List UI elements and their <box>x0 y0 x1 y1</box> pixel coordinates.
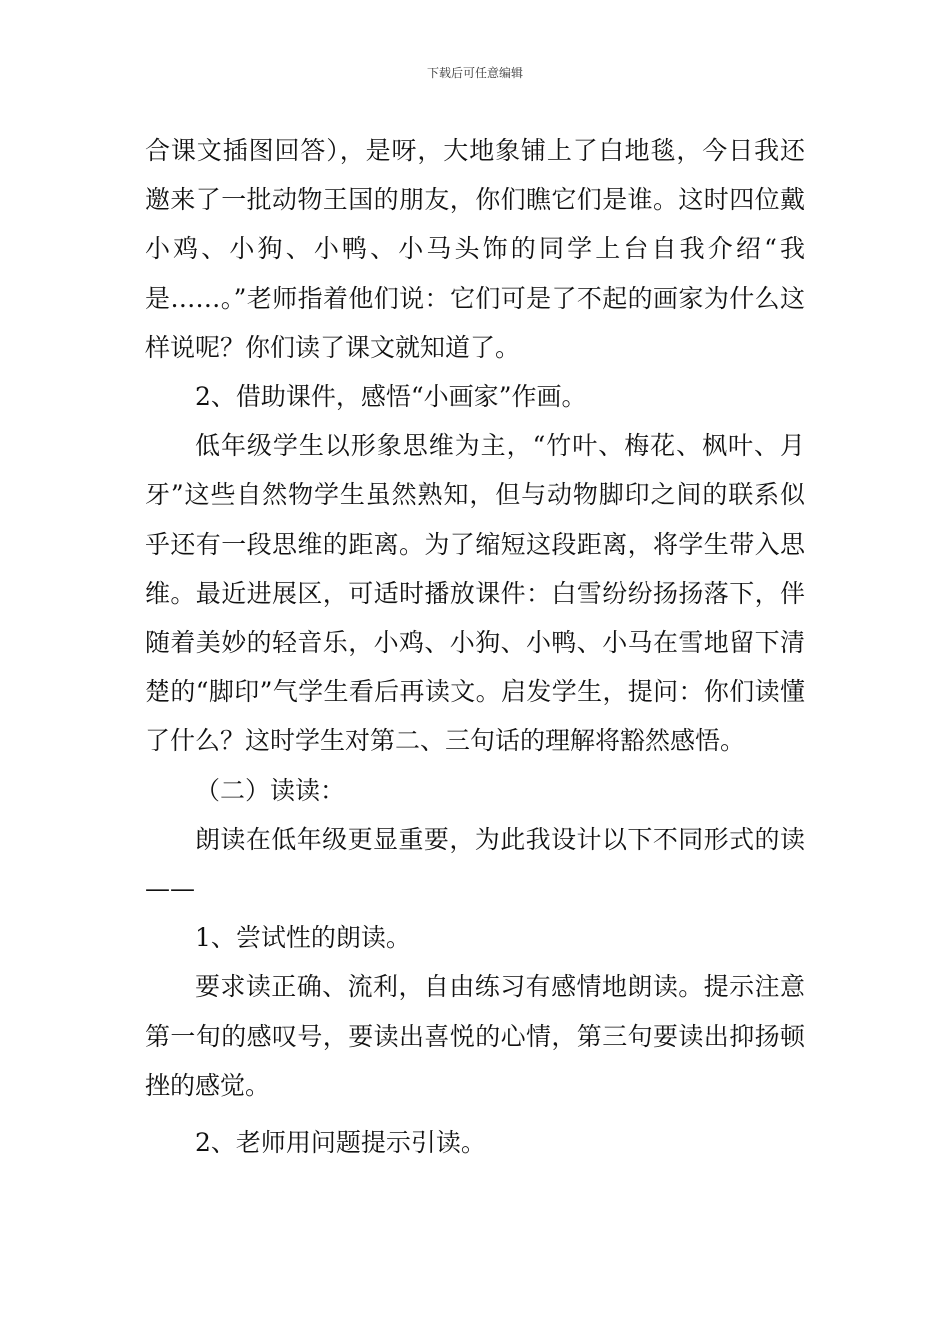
paragraph-step-2-guided-reading: 2、老师用问题提示引读。 <box>195 1128 486 1158</box>
paragraph-courseware-description: 低年级学生以形象思维为主，“竹叶、梅花、枫叶、月牙”这些自然物学生虽然熟知，但与动物脚印之间的联系似乎还有一段思维的距离。为了缩短这段距离，将学生带入思维。最近进展区，可适时播放课件：白雪纷纷扬扬落下，伴随着美妙的轻音乐，小鸡、小狗、小鸭、小马在雪地留下清楚的“脚印”气学生看后再读文。启发学生，提问：你们读懂了什么？这时学生对第二、三句话的理解将豁然感悟。 <box>145 431 805 756</box>
paragraph-step-2-heading: 2、借助课件，感悟“小画家”作画。 <box>195 382 587 412</box>
page-header-note: 下载后可任意编辑 <box>426 66 523 80</box>
document-body <box>145 126 805 1167</box>
paragraph-continuation: 合课文插图回答），是呀，大地象铺上了白地毯，今日我还邀来了一批动物王国的朋友，你们瞧它们是谁。这时四位戴小鸡、小狗、小鸭、小马头饰的同学上台自我介绍“我是……。”老师指着他们说：它们可是了不起的画家为什么这样说呢？你们读了课文就知道了。 <box>145 136 805 362</box>
paragraph-reading-intro: 朗读在低年级更显重要，为此我设计以下不同形式的读—— <box>145 824 805 904</box>
paragraph-step-1-heading: 1、尝试性的朗读。 <box>195 923 411 953</box>
section-heading-reading: （二）读读： <box>195 775 346 805</box>
paragraph-reading-requirements: 要求读正确、流利，自由练习有感情地朗读。提示注意第一旬的感叹号，要读出喜悦的心情，第三句要读出抑扬顿挫的感觉。 <box>145 972 805 1100</box>
